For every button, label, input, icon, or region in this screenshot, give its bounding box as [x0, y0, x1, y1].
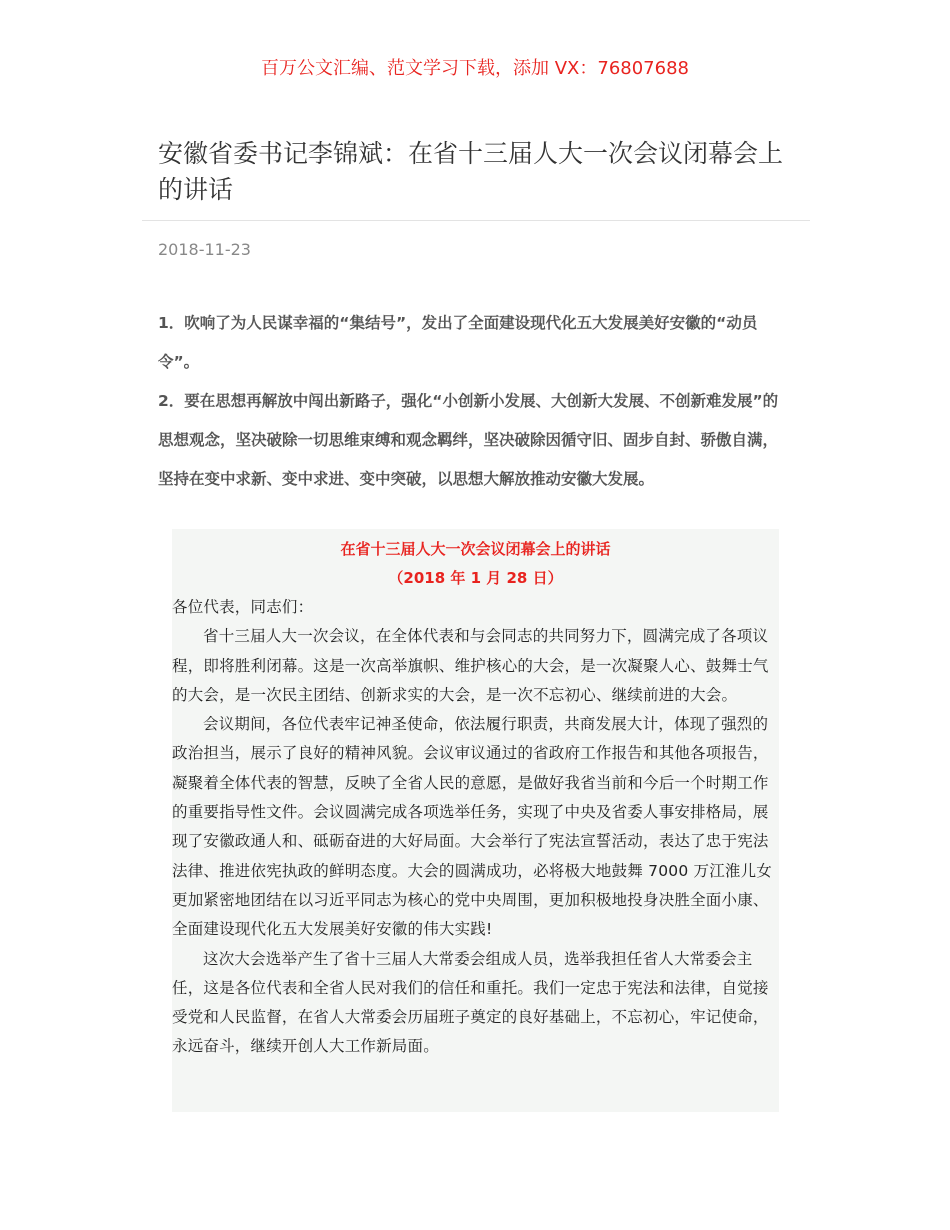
- summary-point-2: 2．要在思想再解放中闯出新路子，强化“小创新小发展、大创新大发展、不创新难发展”的思想观念，坚决破除一切思维束缚和观念羁绊，坚决破除因循守旧、固步自封、骄傲自满，坚持在变中求新、变中求进、变中突破，以思想大解放推动安徽大发展。: [158, 392, 779, 488]
- watermark-banner: 百万公文汇编、范文学习下载，添加 VX：76807688: [261, 58, 689, 79]
- speech-title: 在省十三届人大一次会议闭幕会上的讲话: [340, 540, 611, 558]
- speech-paragraph: 会议期间，各位代表牢记神圣使命，依法履行职责，共商发展大计，体现了强烈的政治担当，展示了良好的精神风貌。会议审议通过的省政府工作报告和其他各项报告，凝聚着全体代表的智慧，反映了全省人民的意愿，是做好我省当前和今后一个时期工作的重要指导性文件。会议圆满完成各项选举任务，实现了中央及省委人事安排格局，展现了安徽政通人和、砥砺奋进的大好局面。大会举行了宪法宣誓活动，表达了忠于宪法法律、推进依宪执政的鲜明态度。大会的圆满成功，必将极大地鼓舞 7000 万江淮儿女更加紧密地团结在以习近平同志为核心的党中央周围，更加积极地投身决胜全面小康、全面建设现代化五大发展美好安徽的伟大实践!: [172, 715, 773, 939]
- title-divider: [142, 220, 810, 221]
- speech-date: （2018 年 1 月 28 日）: [388, 569, 563, 587]
- speech-body: [172, 593, 779, 1062]
- article-summary: [158, 304, 788, 499]
- speech-paragraph: 省十三届人大一次会议，在全体代表和与会同志的共同努力下，圆满完成了各项议程，即将胜利闭幕。这是一次高举旗帜、维护核心的大会，是一次凝聚人心、鼓舞士气的大会，是一次民主团结、创新求实的大会，是一次不忘初心、继续前进的大会。: [172, 627, 769, 704]
- speech-salutation: 各位代表，同志们：: [172, 598, 314, 616]
- speech-block: [172, 529, 779, 1112]
- summary-point-1: 1．吹响了为人民谋幸福的“集结号”，发出了全面建设现代化五大发展美好安徽的“动员令”。: [158, 314, 758, 371]
- speech-paragraph: 这次大会选举产生了省十三届人大常委会组成人员，选举我担任省人大常委会主任，这是各位代表和全省人民对我们的信任和重托。我们一定忠于宪法和法律，自觉接受党和人民监督，在省人大常委会历届班子奠定的良好基础上，不忘初心，牢记使命，永远奋斗，继续开创人大工作新局面。: [172, 949, 769, 1056]
- article-title: 安徽省委书记李锦斌：在省十三届人大一次会议闭幕会上的讲话: [158, 139, 784, 204]
- publish-date: 2018-11-23: [158, 240, 251, 259]
